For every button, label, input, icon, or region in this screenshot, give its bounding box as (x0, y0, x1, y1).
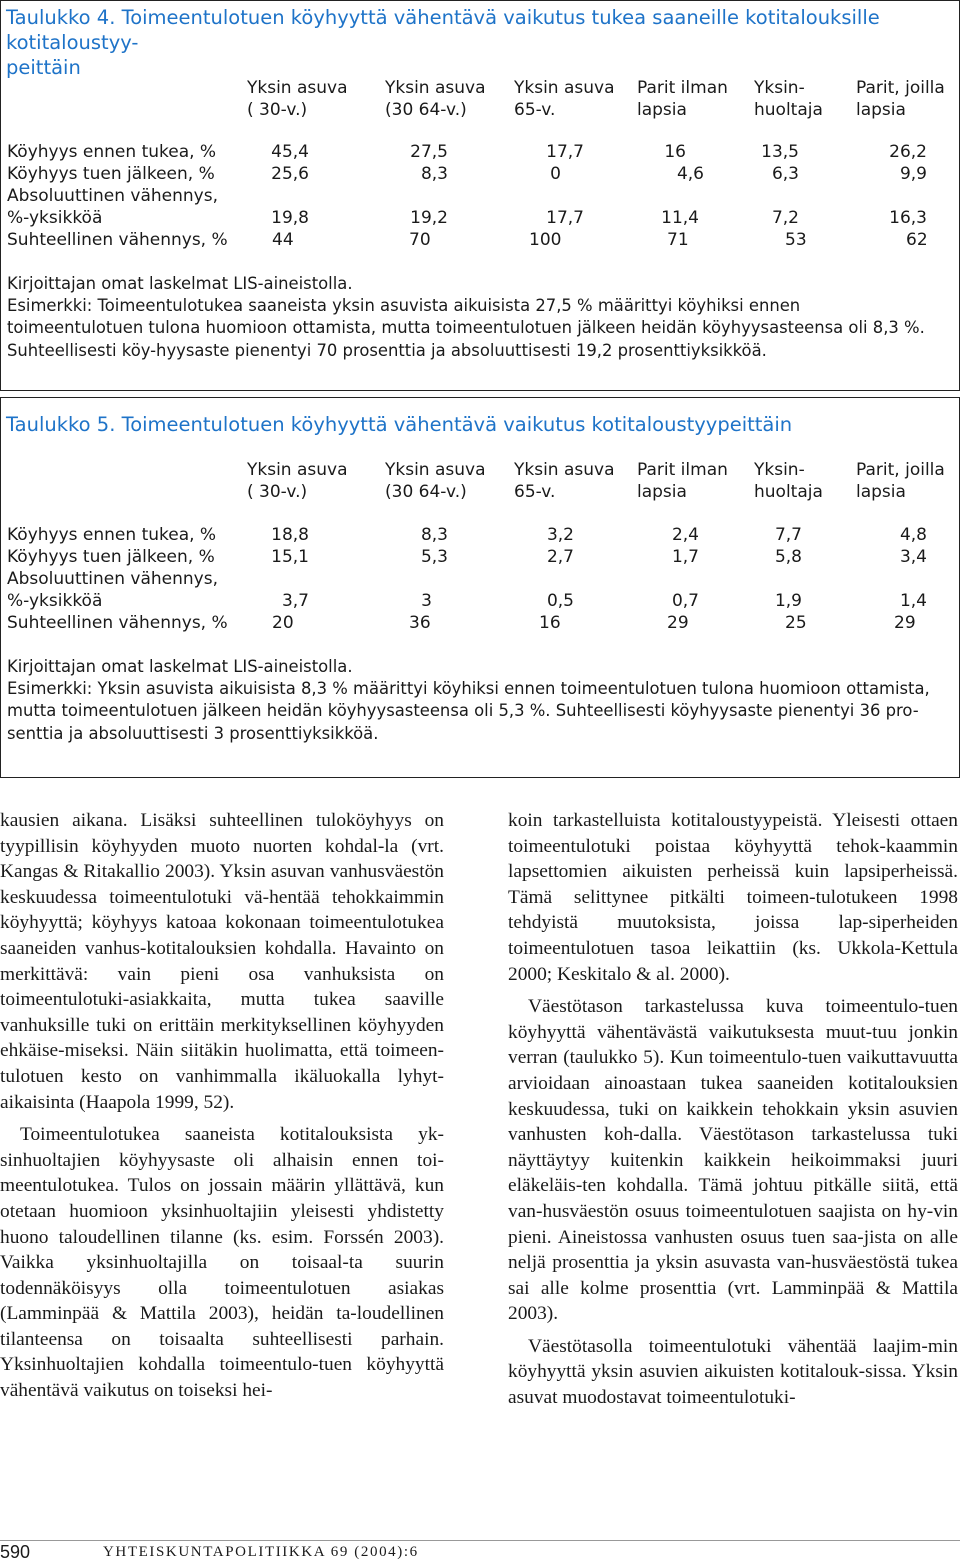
table-cell: 19,8 (271, 208, 309, 228)
row-label: %-yksikköä (7, 591, 103, 611)
table-cell: 1,9 (774, 591, 802, 611)
header-line: Yksin- (754, 460, 805, 480)
table-cell: 8,3 (420, 164, 448, 184)
table-cell: 7,2 (771, 208, 799, 228)
row-label: Köyhyys ennen tukea, % (7, 525, 217, 545)
table-cell: 0,7 (671, 591, 699, 611)
header-line: lapsia (637, 482, 687, 502)
table-cell: 16 (664, 142, 686, 162)
table-cell: 18,8 (271, 525, 309, 545)
footer-rule (0, 1540, 960, 1541)
row-label: Absoluuttinen vähennys, (7, 569, 218, 589)
table-cell: 3,2 (546, 525, 574, 545)
table-cell: 11,4 (661, 208, 699, 228)
table-cell: 2,7 (546, 547, 574, 567)
table-cell: 3,4 (899, 547, 927, 567)
table-5-header-5 (754, 459, 823, 503)
table-cell: 36 (409, 613, 431, 633)
header-line: (30 64-v.) (385, 482, 467, 502)
table-cell: 25 (785, 613, 807, 633)
paragraph: kausien aikana. Lisäksi suhteellinen tuloköyhyys on tyypillisin köyhyyden muoto nuorten kohdal-la (vrt. Kangas & Ritakallio 2003). Yksin asuvan vanhusväestön keskuudessa toimeentulotuki vä-hentää tehokkaimmin köyhyyttä; köyhyys katoaa kokonaan toimeentulotukea saaneiden vanhus-kotitalouksien kohdalla. Havainto on merkittävä: vain pieni osa vanhuksista on toimeentulotuki-asiakkaita, mutta tukea saaville vanhuksille tuki on erittäin merkityksellinen köyhyyden ehkäise-miseksi. Näin siitäkin huolimatta, että toimeen-tulotuen kesto on vanhimmalla ikäluokalla lyhyt-aikaisinta (Haapola 1999, 52). (0, 810, 444, 1113)
table-5-notes (7, 656, 941, 745)
header-line: lapsia (856, 100, 906, 120)
table-cell: 5,8 (774, 547, 802, 567)
journal-name: YHTEISKUNTAPOLITIIKKA 69 (2004):6 (103, 1544, 419, 1560)
table-5-header-1 (247, 459, 348, 503)
table-cell: 7,7 (774, 525, 802, 545)
example-note: Esimerkki: Yksin asuvista aikuisista 8,3 % määrittyi köyhiksi ennen toimeentulotuen tulona huomioon ottamista, mutta toimeentulotuen jälkeen heidän köyhyysasteensa oli 5,3 %. Suhteellisesti köyhyysaste pienentyi 36 pro-senttia ja absoluuttisesti 3 prosenttiyksikköä. (7, 679, 930, 743)
table-cell: 3 (421, 591, 432, 611)
table-cell: 16 (539, 613, 561, 633)
table-cell: 15,1 (271, 547, 309, 567)
header-line: Yksin asuva (514, 78, 615, 98)
table-cell: 0,5 (546, 591, 574, 611)
table-cell: 8,3 (420, 525, 448, 545)
row-label: Suhteellinen vähennys, % (7, 230, 228, 250)
paragraph: Väestötasolla toimeentulotuki vähentää laajim-min köyhyyttä yksin asuvien aikuisten kotitalouk-sissa. Yksin asuvat muodostavat toimeentulotuki- (508, 1335, 958, 1409)
header-line: Parit ilman (637, 460, 728, 480)
source-note: Kirjoittajan omat laskelmat LIS-aineistolla. (7, 274, 353, 293)
table-cell: 3,7 (281, 591, 309, 611)
table-cell: 29 (667, 613, 689, 633)
table-4-box (0, 0, 960, 391)
header-line: ( 30-v.) (247, 100, 308, 120)
example-note: Esimerkki: Toimeentulotukea saaneista yksin asuvista aikuisista 27,5 % määrittyi köyhiksi ennen toimeentulotuen tulona huomioon ottamista, mutta toimeentulotuen jälkeen heidän köyhyysasteensa oli 8,3 %. Suhteellisesti köy-hyysaste pienentyi 70 prosenttia ja absoluuttisesti 19,2 prosenttiyksikköä. (7, 296, 925, 360)
page-number: 590 (0, 1542, 31, 1562)
row-label: Suhteellinen vähennys, % (7, 613, 228, 633)
table-cell: 4,8 (899, 525, 927, 545)
table-cell: 2,4 (671, 525, 699, 545)
row-label: Absoluuttinen vähennys, (7, 186, 218, 206)
paragraph: Toimeentulotukea saaneista kotitalouksista yk-sinhuoltajien köyhyysaste oli alhaisin ennen toi-meentulotukea. Tulos on jossain määrin yllättävä, kun otetaan huomioon yksinhuoltajiin yleisesti yhdistetty huono taloudellinen tilanne (ks. esim. Forssén 2003). Vaikka yksinhuoltajilla on toisaal-ta suurin todennäköisyys olla toimeentulotuen asiakas (Lamminpää & Mattila 2003), heidän ta-loudellinen tilanteensa on toisaalta suhteellisesti parhain. Yksinhuoltajien kohdalla toimeentulo-tuen köyhyyttä vähentävä vaikutus on toiseksi hei- (0, 1124, 444, 1402)
header-line: Yksin asuva (385, 78, 486, 98)
header-line: lapsia (637, 100, 687, 120)
source-note: Kirjoittajan omat laskelmat LIS-aineistolla. (7, 657, 353, 676)
row-label: Köyhyys tuen jälkeen, % (7, 164, 215, 184)
table-5-header-6 (856, 459, 945, 503)
table-cell: 20 (272, 613, 294, 633)
table-4-header-4 (637, 77, 728, 121)
header-line: Yksin asuva (514, 460, 615, 480)
header-line: Yksin- (754, 78, 805, 98)
header-line: Yksin asuva (247, 460, 348, 480)
header-line: 65-v. (514, 100, 556, 120)
table-cell: 13,5 (761, 142, 799, 162)
table-cell: 26,2 (889, 142, 927, 162)
table-cell: 4,6 (676, 164, 704, 184)
header-line: huoltaja (754, 100, 823, 120)
table-cell: 0 (550, 164, 561, 184)
table-cell: 44 (272, 230, 294, 250)
body-right-column (508, 808, 958, 1411)
paragraph: Väestötason tarkastelussa kuva toimeentulo-tuen köyhyyttä vähentävästä vaikutuksesta muut-tuu jonkin verran (taulukko 5). Kun toimeentulo-tuen vaikuttavuutta arvioidaan ainoastaan tukea saaneiden kotitalouksien keskuudessa, tuki on kaikkein tehokkain yksin asuvien vanhusten koh-dalla. Väestötason tarkastelussa tuki näyttäytyy kuitenkin kaikkein heikoimmaksi juuri eläkeläis-ten kohdalla. Tämä johtuu pitkälle siitä, että van-husväestön osuus toimeentulotuen saajista on hy-vin pieni. Aineistossa vanhusten osuus tuen saa-jista on alle neljä prosenttia ja yksin asuvasta van-husväestöstä tukea sai alle kolme prosenttia (vrt. Lamminpää & Mattila 2003). (508, 996, 958, 1325)
header-line: lapsia (856, 482, 906, 502)
table-cell: 9,9 (899, 164, 927, 184)
table-cell: 5,3 (420, 547, 448, 567)
table-5-box (0, 397, 960, 778)
header-line: ( 30-v.) (247, 482, 308, 502)
row-label: Köyhyys ennen tukea, % (7, 142, 217, 162)
table-cell: 16,3 (889, 208, 927, 228)
header-line: 65-v. (514, 482, 556, 502)
header-line: Parit, joilla (856, 78, 945, 98)
table-cell: 17,7 (546, 208, 584, 228)
table-cell: 53 (785, 230, 807, 250)
paragraph: koin tarkastelluista kotitaloustyypeistä. Yleisesti ottaen toimeentulotuki poistaa köyhyyttä tehok-kaammin lapsettomien aikuisten perheissä kuin lapsiperheissä. Tämä selittynee pitkälti toimeen-tulotukeen 1998 tehdyistä muutoksista, joissa lap-siperheiden toimeentulotuen tasoa leikattiin (ks. Ukkola-Kettula 2000; Keskitalo & al. 2000). (508, 810, 958, 985)
table-cell: 27,5 (410, 142, 448, 162)
table-4-title-line-1: Taulukko 4. Toimeentulotuen köyhyyttä vähentävä vaikutus tukea saaneille kotitalouksille kotitaloustyy- (6, 6, 880, 54)
table-5-header-3 (514, 459, 615, 503)
table-4-header-2 (385, 77, 486, 121)
table-5-header-4 (637, 459, 728, 503)
table-cell: 62 (906, 230, 928, 250)
table-5-title: Taulukko 5. Toimeentulotuen köyhyyttä vähentävä vaikutus kotitaloustyypeittäin (6, 413, 793, 436)
table-4-header-1 (247, 77, 348, 121)
table-cell: 100 (529, 230, 562, 250)
table-cell: 17,7 (546, 142, 584, 162)
header-line: Yksin asuva (385, 460, 486, 480)
header-line: Parit ilman (637, 78, 728, 98)
table-4-header-6 (856, 77, 945, 121)
page-footer (0, 1542, 960, 1568)
table-cell: 1,4 (899, 591, 927, 611)
row-label: %-yksikköä (7, 208, 103, 228)
table-4-header-3 (514, 77, 615, 121)
table-cell: 6,3 (771, 164, 799, 184)
table-4-notes (7, 273, 941, 362)
table-cell: 29 (894, 613, 916, 633)
header-line: (30 64-v.) (385, 100, 467, 120)
table-cell: 25,6 (271, 164, 309, 184)
table-cell: 45,4 (271, 142, 309, 162)
table-4-title (6, 5, 949, 80)
header-line: Yksin asuva (247, 78, 348, 98)
row-label: Köyhyys tuen jälkeen, % (7, 547, 215, 567)
table-cell: 70 (409, 230, 431, 250)
table-4-header-5 (754, 77, 823, 121)
table-cell: 19,2 (410, 208, 448, 228)
header-line: Parit, joilla (856, 460, 945, 480)
table-4-title-line-2: peittäin (6, 56, 81, 79)
header-line: huoltaja (754, 482, 823, 502)
body-left-column (0, 808, 444, 1404)
table-cell: 71 (667, 230, 689, 250)
table-5-header-2 (385, 459, 486, 503)
table-cell: 1,7 (671, 547, 699, 567)
